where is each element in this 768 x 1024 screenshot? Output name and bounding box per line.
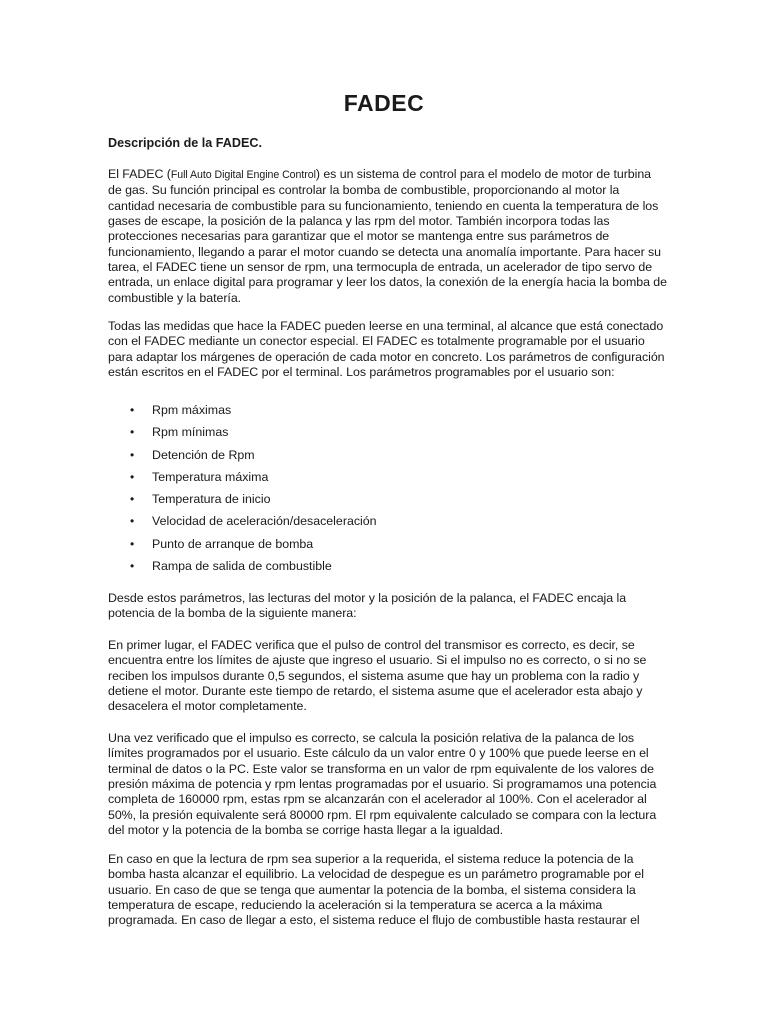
list-item: • Rpm mínimas [130, 425, 229, 440]
bullet-icon: • [130, 536, 135, 551]
section-heading: Descripción de la FADEC. [108, 136, 262, 150]
list-item: • Rpm máximas [130, 403, 232, 417]
intro-paragraph [108, 167, 668, 306]
paragraph-pulse-check: En primer lugar, el FADEC verifica que el pulso de control del transmisor es correcto, es decir, se encuentra entre los límites de ajuste que ingreso el usuario. Si el impulso no es correcto, o si no se reciben los impulsos durante 0,5 segundos, el sistema asume que hay un problema con la radio y detiene el motor. Durante este tiempo de retardo, el sistema asume que el acelerador esta abajo y desacelera el motor completamente. [108, 638, 647, 714]
bullet-icon: • [130, 492, 135, 507]
paragraph-terminal: Todas las medidas que hace la FADEC pueden leerse en una terminal, al alcance que está conectado con el FADEC mediante un conector especial. El FADEC es totalmente programable por el usuario para adaptar los márgenes de operación de cada motor en concreto. Los parámetros de configuración están escritos en el FADEC por el terminal. Los parámetros programables por el usuario son: [108, 319, 665, 380]
paragraph-pump-power: Desde estos parámetros, las lecturas del motor y la posición de la palanca, el FADEC encaja la potencia de la bomba de la siguiente manera: [108, 591, 627, 621]
bullet-icon: • [130, 469, 135, 484]
list-item: • Velocidad de aceleración/desaceleración [130, 514, 377, 529]
bullet-icon: • [130, 403, 135, 417]
list-item: • Detención de Rpm [130, 447, 255, 462]
intro-text-after: ) es un sistema de control para el modelo de motor de turbina de gas. Su función principal es controlar la bomba de combustible, proporcionando al motor la cantidad necesaria de combustible para su funcionamiento, teniendo en cuenta la temperatura de los gases de escape, la posición de la palanca y las rpm del motor. También incorpora todas las protecciones necesarias para garantizar que el motor se mantenga entre sus parámetros de funcionamiento, llegando a parar el motor cuando se detecta una anomalía importante. Para hacer su tarea, el FADEC tiene un sensor de rpm, una termocupla de entrada, un acelerador de tipo servo de entrada, un enlace digital para programar y leer los datos, la conexión de la energía hacia la bomba de combustible y la batería. [108, 167, 667, 305]
document-title: FADEC [343, 90, 425, 116]
intro-text-before: El FADEC ( [108, 167, 171, 181]
list-item: • Punto de arranque de bomba [130, 536, 314, 551]
bullet-icon: • [130, 559, 135, 574]
list-item: • Rampa de salida de combustible [130, 559, 332, 574]
list-item: • Temperatura máxima [130, 469, 269, 484]
bullet-icon: • [130, 447, 135, 462]
bullet-icon: • [130, 514, 135, 529]
bullet-icon: • [130, 425, 135, 440]
intro-acronym-expansion: Full Auto Digital Engine Control [170, 169, 316, 181]
parameters-list [108, 403, 668, 581]
list-item: • Temperatura de inicio [130, 492, 271, 507]
paragraph-throttle-calc: Una vez verificado que el impulso es correcto, se calcula la posición relativa de la palanca de los límites programados por el usuario. Este cálculo da un valor entre 0 y 100% que puede leerse en el terminal de datos o la PC. Este valor se transforma en un valor de rpm equivalente de los valores de presión máxima de potencia y rpm lentas programadas por el usuario. Si programamos una potencia completa de 160000 rpm, estas rpm se alcanzarán con el acelerador al 100%. Con el acelerador al 50%, la presión equivalente será 80000 rpm. El rpm equivalente calculado se compara con la lectura del motor y la potencia de la bomba se corrige hasta llegar a la igualdad. [108, 731, 657, 838]
paragraph-rpm-control: En caso en que la lectura de rpm sea superior a la requerida, el sistema reduce la potencia de la bomba hasta alcanzar el equilibrio. La velocidad de despegue es un parámetro programable por el usuario. En caso de que se tenga que aumentar la potencia de la bomba, el sistema considera la temperatura de escape, reduciendo la aceleración si la temperatura se acerca a la máxima programada. En caso de llegar a esto, el sistema reduce el flujo de combustible hasta restaurar el [108, 852, 644, 928]
